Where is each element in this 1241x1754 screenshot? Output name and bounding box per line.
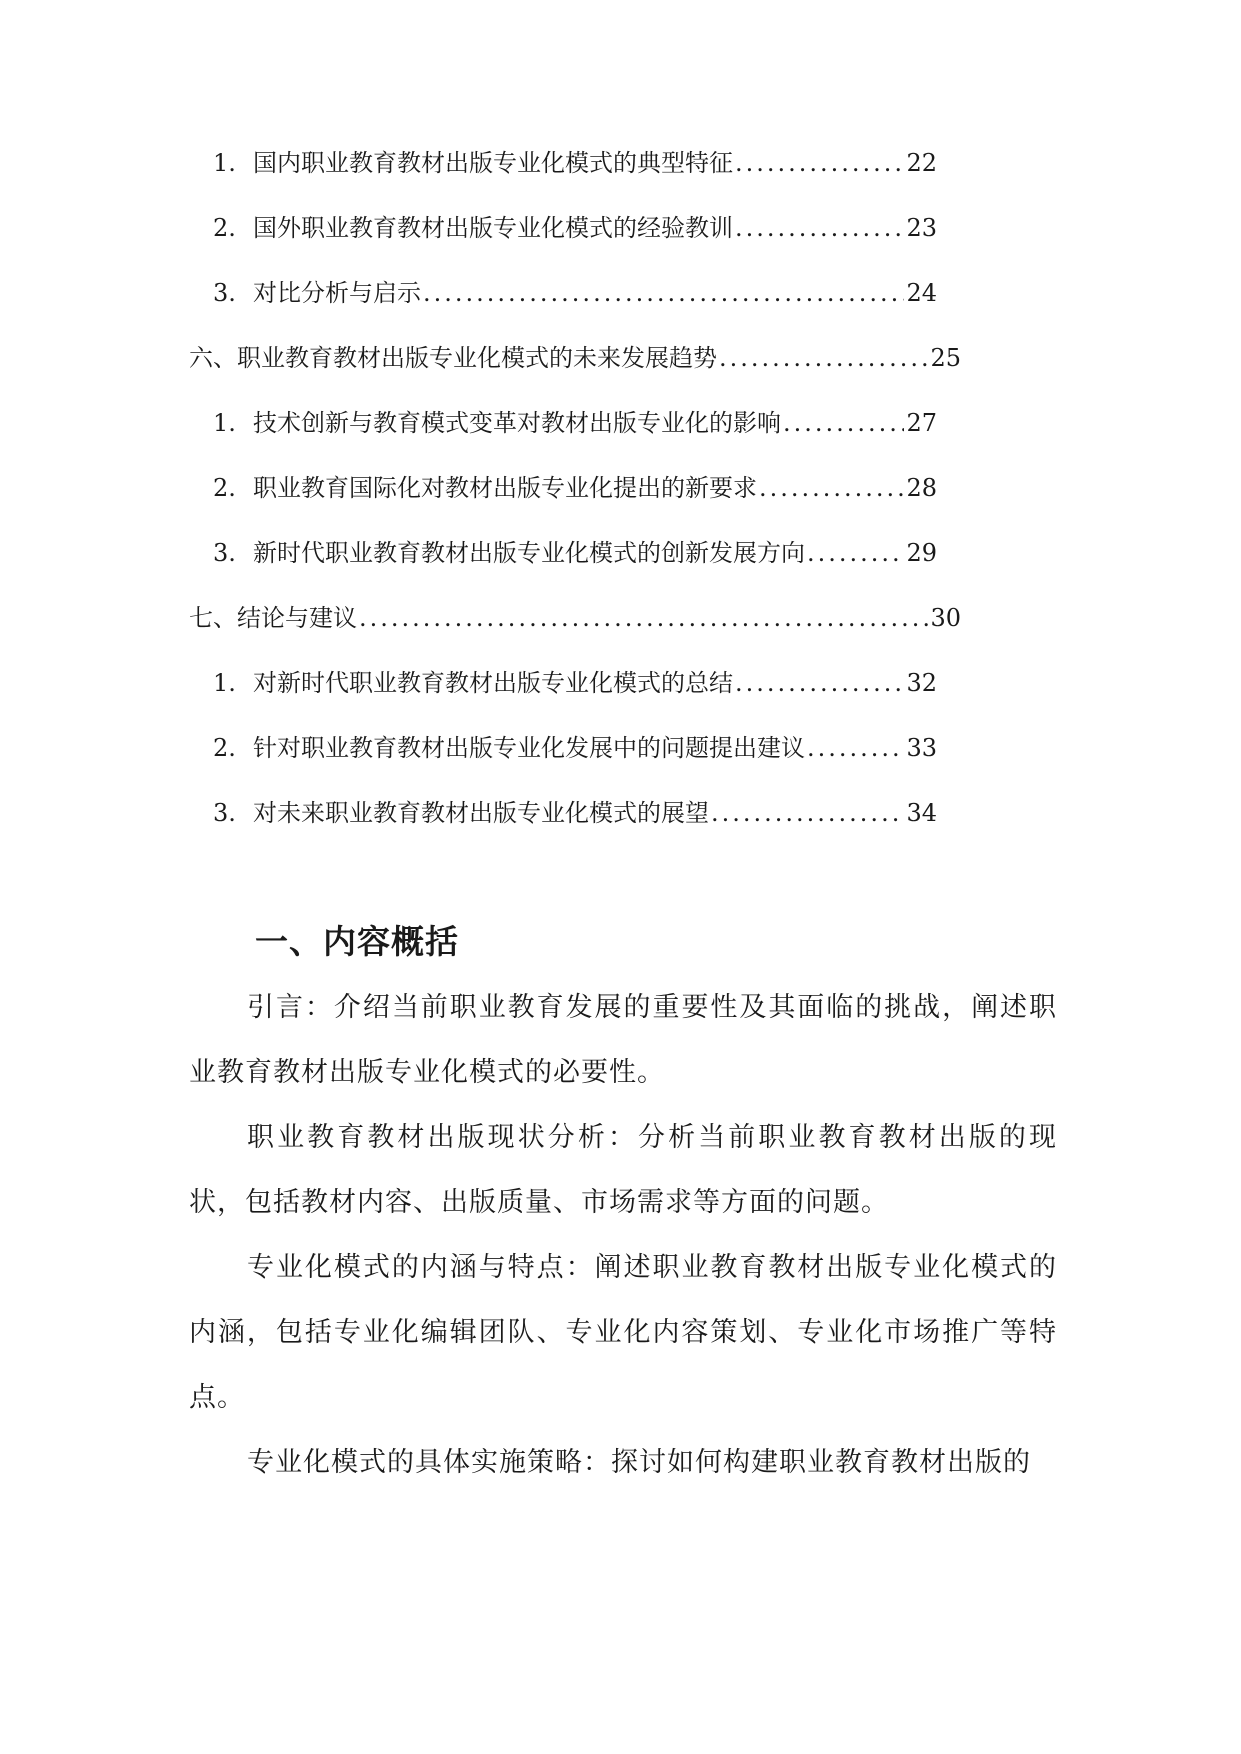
toc-entry[interactable]	[189, 536, 937, 601]
toc-entry[interactable]	[189, 406, 937, 471]
toc-entry-number: 3.	[213, 539, 236, 567]
toc-leader-dots	[807, 536, 904, 570]
toc-entry-title: 七、结论与建议	[189, 604, 357, 632]
paragraph: 专业化模式的内涵与特点：阐述职业教育教材出版专业化模式的内涵，包括专业化编辑团队、专业化内容策划、专业化市场推广等特点。	[189, 1252, 1057, 1413]
toc-entry-number: 1.	[213, 409, 236, 437]
toc-entry-page: 28	[906, 474, 937, 502]
toc-entry[interactable]	[189, 276, 937, 341]
toc-entry-number: 1.	[213, 669, 236, 697]
toc-leader-dots	[423, 276, 904, 310]
toc-entry-page: 24	[906, 279, 937, 307]
toc-leader-dots	[735, 146, 904, 180]
toc-entry-title: 国外职业教育教材出版专业化模式的经验教训	[253, 214, 733, 242]
toc-entry-title: 国内职业教育教材出版专业化模式的典型特征	[253, 149, 733, 177]
toc-leader-dots	[719, 341, 928, 375]
toc-entry[interactable]	[189, 796, 937, 861]
toc-entry[interactable]	[189, 666, 937, 731]
toc-entry-page: 25	[930, 344, 961, 372]
toc-entry-number: 2.	[213, 214, 236, 242]
toc-entry-page: 23	[906, 214, 937, 242]
toc-entry-page: 32	[906, 669, 937, 697]
toc-entry-page: 34	[906, 799, 937, 827]
toc-entry-title: 新时代职业教育教材出版专业化模式的创新发展方向	[253, 539, 805, 567]
section-heading: 一、内容概括	[255, 922, 459, 962]
toc-entry-chapter[interactable]	[189, 341, 961, 406]
toc-entry-title: 针对职业教育教材出版专业化发展中的问题提出建议	[253, 734, 805, 762]
paragraph: 引言：介绍当前职业教育发展的重要性及其面临的挑战，阐述职业教育教材出版专业化模式的必要性。	[189, 992, 1057, 1088]
toc-leader-dots	[359, 601, 928, 635]
toc-entry-title: 对未来职业教育教材出版专业化模式的展望	[253, 799, 709, 827]
table-of-contents	[189, 146, 961, 861]
toc-entry-title: 职业教育国际化对教材出版专业化提出的新要求	[253, 474, 757, 502]
toc-entry-chapter[interactable]	[189, 601, 961, 666]
toc-leader-dots	[807, 731, 904, 765]
toc-entry-page: 33	[906, 734, 937, 762]
toc-entry-number: 2.	[213, 734, 236, 762]
toc-entry[interactable]	[189, 211, 937, 276]
toc-entry-number: 2.	[213, 474, 236, 502]
toc-entry[interactable]	[189, 146, 937, 211]
toc-entry-page: 22	[906, 149, 937, 177]
toc-leader-dots	[759, 471, 904, 505]
toc-leader-dots	[735, 666, 904, 700]
toc-entry-title: 六、职业教育教材出版专业化模式的未来发展趋势	[189, 344, 717, 372]
paragraph: 职业教育教材出版现状分析：分析当前职业教育教材出版的现状，包括教材内容、出版质量、市场需求等方面的问题。	[189, 1122, 1057, 1218]
toc-entry-page: 30	[930, 604, 961, 632]
toc-leader-dots	[711, 796, 904, 830]
toc-entry-number: 3.	[213, 279, 236, 307]
toc-entry-page: 27	[906, 409, 937, 437]
toc-entry[interactable]	[189, 471, 937, 536]
toc-entry-page: 29	[906, 539, 937, 567]
toc-entry-number: 3.	[213, 799, 236, 827]
toc-entry[interactable]	[189, 731, 937, 796]
toc-leader-dots	[783, 406, 904, 440]
paragraph: 专业化模式的具体实施策略：探讨如何构建职业教育教材出版的	[247, 1447, 1031, 1478]
toc-entry-number: 1.	[213, 149, 236, 177]
toc-leader-dots	[735, 211, 904, 245]
toc-entry-title: 技术创新与教育模式变革对教材出版专业化的影响	[253, 409, 781, 437]
toc-entry-title: 对比分析与启示	[253, 279, 421, 307]
toc-entry-title: 对新时代职业教育教材出版专业化模式的总结	[253, 669, 733, 697]
section-body	[189, 975, 1057, 1495]
